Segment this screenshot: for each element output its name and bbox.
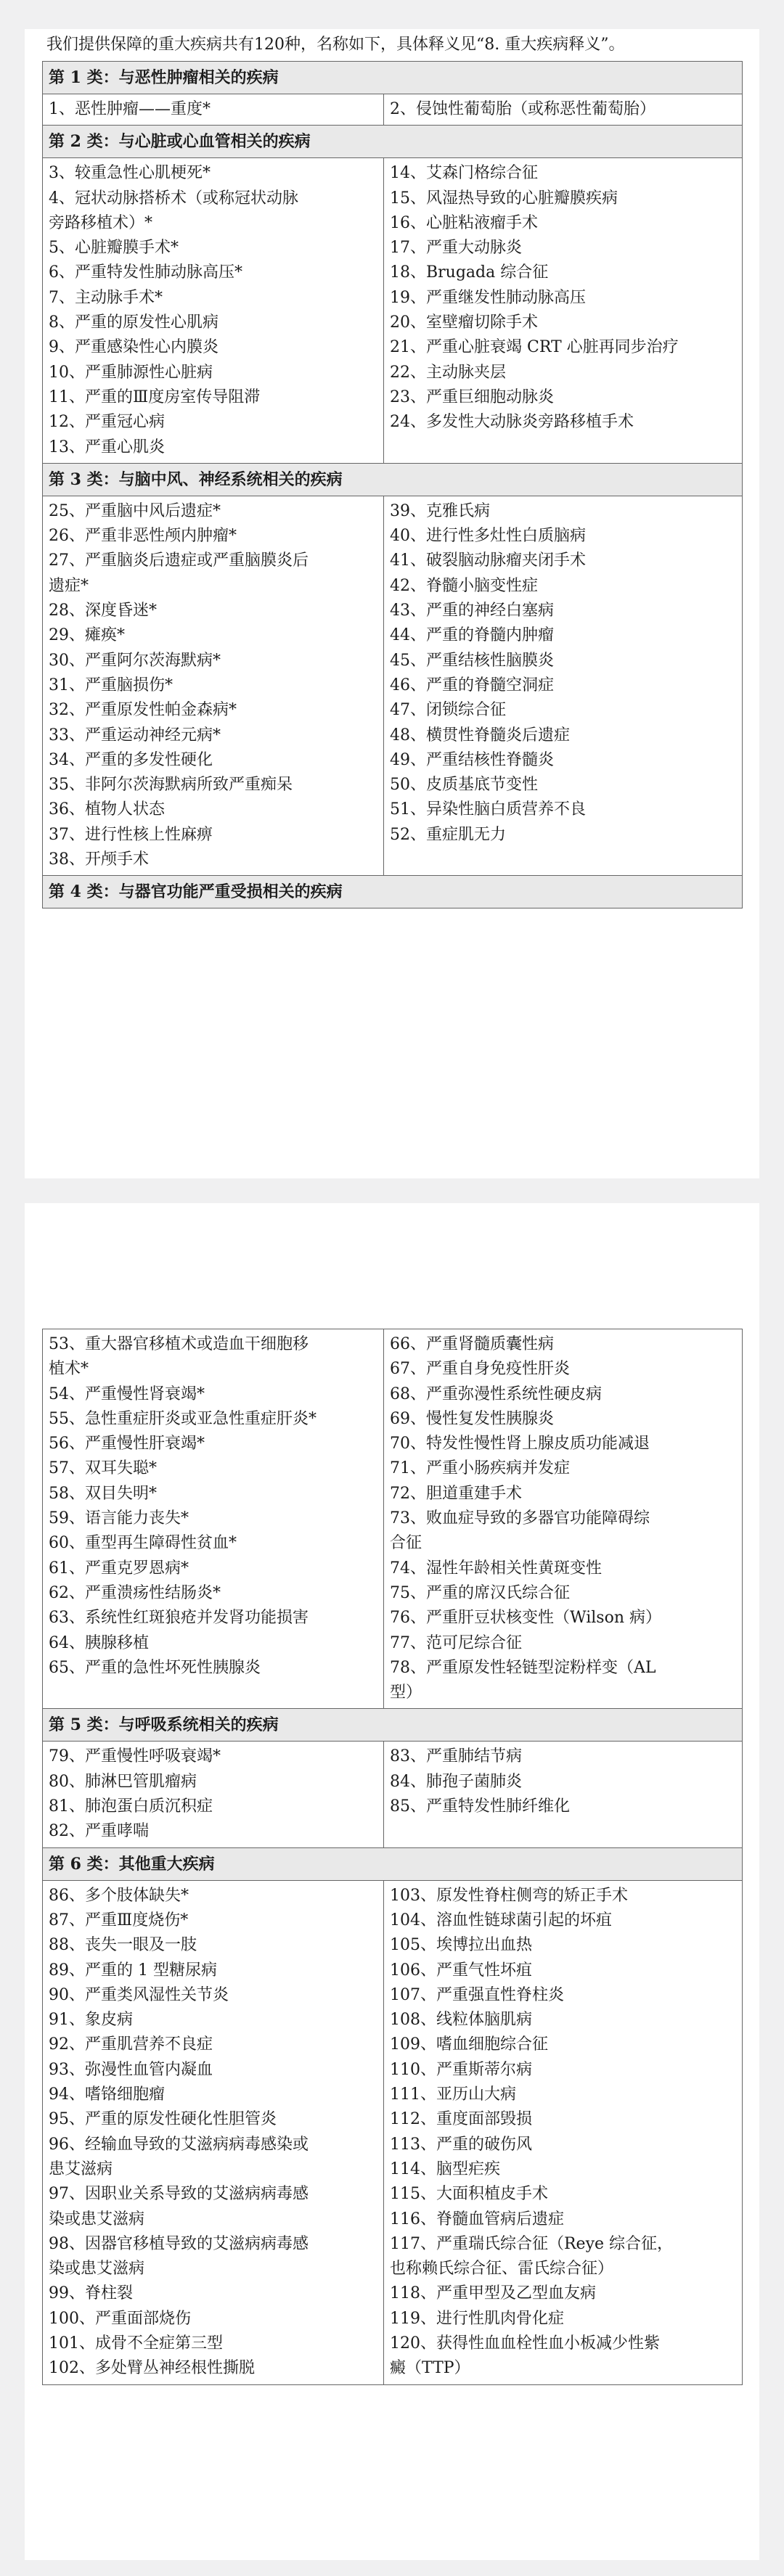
disease-item: 90、严重类风湿性关节炎 (49, 1985, 229, 2004)
disease-item: 15、风湿热导致的心脏瓣膜疾病 (390, 189, 618, 208)
disease-list-row (43, 158, 743, 464)
disease-item: 旁路移植术）* (49, 213, 153, 232)
disease-item: 43、严重的神经白塞病 (390, 602, 554, 620)
disease-item: 11、严重的Ⅲ度房室传导阻滞 (49, 387, 261, 406)
disease-item: 31、严重脑损伤* (49, 676, 173, 694)
disease-item: 108、线粒体脑肌病 (390, 2011, 532, 2030)
disease-item: 8、严重的原发性心肌病 (49, 313, 219, 332)
disease-item: 81、肺泡蛋白质沉积症 (49, 1797, 213, 1816)
disease-item: 92、严重肌营养不良症 (49, 2035, 213, 2054)
disease-item: 109、嗜血细胞综合征 (390, 2035, 548, 2054)
disease-item: 79、严重慢性呼吸衰竭* (49, 1747, 221, 1766)
disease-item: 28、深度昏迷* (49, 602, 157, 620)
disease-column-left (43, 496, 384, 875)
disease-item: 100、严重面部烧伤 (49, 2309, 191, 2328)
category-title: 第 6 类：其他重大疾病 (43, 1847, 743, 1880)
disease-item: 95、严重的原发性硬化性胆管炎 (49, 2110, 277, 2129)
disease-item: 98、因器官移植导致的艾滋病病毒感 (49, 2234, 309, 2253)
disease-item: 2、侵蚀性葡萄胎（或称恶性葡萄胎） (390, 100, 656, 118)
disease-item: 24、多发性大动脉炎旁路移植手术 (390, 413, 634, 432)
disease-column-right (384, 1742, 743, 1847)
intro-text: 我们提供保障的重大疾病共有120种，名称如下，具体释义见“8. 重大疾病释义”。 (46, 36, 625, 54)
disease-item: 50、皮质基底节变性 (390, 776, 538, 795)
disease-item: 7、主动脉手术* (49, 288, 163, 307)
disease-item: 33、严重运动神经元病* (49, 726, 221, 745)
category-title: 第 4 类：与器官功能严重受损相关的疾病 (43, 876, 743, 908)
disease-item: 19、严重继发性肺动脉高压 (390, 288, 586, 307)
disease-item: 102、多处臂丛神经根性撕脱 (49, 2359, 255, 2378)
disease-item: 26、严重非恶性颅内肿瘤* (49, 527, 237, 546)
disease-item: 22、主动脉夹层 (390, 363, 506, 382)
disease-item: 58、双目失明* (49, 1484, 157, 1503)
document-page-2 (25, 1203, 759, 2560)
disease-item: 87、严重Ⅲ度烧伤* (49, 1911, 189, 1929)
disease-item: 16、心脏粘液瘤手术 (390, 213, 538, 232)
disease-item: 61、严重克罗恩病* (49, 1559, 189, 1578)
disease-item: 85、严重特发性肺纤维化 (390, 1797, 570, 1816)
disease-item: 9、严重感染性心内膜炎 (49, 338, 219, 357)
disease-item: 54、严重慢性肾衰竭* (49, 1385, 205, 1403)
disease-item: 6、严重特发性肺动脉高压* (49, 263, 242, 282)
disease-list-row (43, 1742, 743, 1847)
disease-item: 66、严重肾髓质囊性病 (390, 1335, 554, 1353)
disease-item: 104、溶血性链球菌引起的坏疽 (390, 1911, 612, 1929)
disease-item: 癜（TTP） (390, 2359, 470, 2378)
disease-item: 46、严重的脊髓空洞症 (390, 676, 554, 694)
disease-column-right (384, 94, 743, 126)
disease-list-row (43, 496, 743, 875)
disease-list-row (43, 94, 743, 126)
category-title: 第 3 类：与脑中风、神经系统相关的疾病 (43, 463, 743, 496)
disease-item: 患艾滋病 (49, 2159, 113, 2178)
disease-item: 47、闭锁综合征 (390, 701, 506, 720)
disease-item: 119、进行性肌肉骨化症 (390, 2309, 564, 2328)
disease-item: 72、胆道重建手术 (390, 1484, 522, 1503)
disease-item: 17、严重大动脉炎 (390, 239, 522, 258)
disease-item: 88、丧失一眼及一肢 (49, 1936, 197, 1955)
disease-item: 110、严重斯蒂尔病 (390, 2060, 532, 2079)
disease-item: 93、弥漫性血管内凝血 (49, 2060, 213, 2079)
disease-item: 107、严重强直性脊柱炎 (390, 1985, 564, 2004)
disease-item: 36、植物人状态 (49, 800, 165, 819)
category-row (43, 1847, 743, 1880)
disease-item: 84、肺孢子菌肺炎 (390, 1772, 522, 1791)
category-row (43, 126, 743, 158)
disease-item: 97、因职业关系导致的艾滋病病毒感 (49, 2185, 309, 2204)
disease-item: 55、急性重症肝炎或亚急性重症肝炎* (49, 1409, 317, 1428)
disease-item: 45、严重结核性脑膜炎 (390, 651, 554, 670)
disease-item: 14、艾森门格综合征 (390, 164, 538, 183)
disease-item: 86、多个肢体缺失* (49, 1886, 189, 1905)
disease-item: 48、横贯性脊髓炎后遗症 (390, 726, 570, 745)
disease-item: 21、严重心脏衰竭 CRT 心脏再同步治疗 (390, 338, 679, 357)
category-title: 第 2 类：与心脏或心血管相关的疾病 (43, 126, 743, 158)
disease-item: 91、象皮病 (49, 2011, 133, 2030)
disease-item: 35、非阿尔茨海默病所致严重痴呆 (49, 776, 293, 795)
disease-item: 67、严重自身免疫性肝炎 (390, 1360, 570, 1379)
disease-column-left (43, 94, 384, 126)
disease-item: 3、较重急性心肌梗死* (49, 164, 211, 183)
disease-item: 44、严重的脊髓内肿瘤 (390, 626, 554, 645)
disease-item: 75、严重的席汉氏综合征 (390, 1583, 570, 1602)
disease-item: 37、进行性核上性麻痹 (49, 825, 213, 844)
disease-item: 38、开颅手术 (49, 850, 149, 869)
disease-item: 117、严重瑞氏综合征（Reye 综合征， (390, 2234, 674, 2253)
disease-item: 96、经输血导致的艾滋病病毒感染或 (49, 2135, 309, 2154)
disease-item: 64、胰腺移植 (49, 1633, 149, 1652)
disease-item: 52、重症肌无力 (390, 825, 506, 844)
disease-item: 型） (390, 1683, 422, 1702)
disease-list-row (43, 1329, 743, 1709)
disease-item: 染或患艾滋病 (49, 2260, 145, 2278)
disease-column-right (384, 1329, 743, 1709)
disease-item: 51、异染性脑白质营养不良 (390, 800, 586, 819)
disease-item: 111、亚历山大病 (390, 2085, 516, 2104)
disease-item: 68、严重弥漫性系统性硬皮病 (390, 1385, 602, 1403)
disease-item: 56、严重慢性肝衰竭* (49, 1435, 205, 1453)
disease-item: 71、严重小肠疾病并发症 (390, 1459, 570, 1478)
disease-item: 89、严重的 1 型糖尿病 (49, 1961, 217, 1980)
disease-item: 78、严重原发性轻链型淀粉样变（AL (390, 1658, 656, 1677)
disease-table-1 (42, 61, 743, 908)
disease-item: 1、恶性肿瘤——重度* (49, 100, 211, 118)
category-row (43, 62, 743, 94)
disease-item: 13、严重心肌炎 (49, 438, 165, 456)
disease-item: 63、系统性红斑狼疮并发肾功能损害 (49, 1609, 309, 1628)
disease-list-row (43, 1880, 743, 2384)
disease-item: 10、严重肺源性心脏病 (49, 363, 213, 382)
disease-item: 114、脑型疟疾 (390, 2159, 500, 2178)
disease-column-left (43, 1880, 384, 2384)
disease-item: 染或患艾滋病 (49, 2210, 145, 2228)
disease-item: 80、肺淋巴管肌瘤病 (49, 1772, 197, 1791)
disease-item: 遗症* (49, 576, 89, 595)
disease-item: 30、严重阿尔茨海默病* (49, 651, 221, 670)
disease-column-left (43, 158, 384, 464)
disease-item: 34、严重的多发性硬化 (49, 750, 213, 769)
disease-item: 83、严重肺结节病 (390, 1747, 522, 1766)
disease-item: 115、大面积植皮手术 (390, 2185, 548, 2204)
disease-item: 60、重型再生障碍性贫血* (49, 1534, 237, 1553)
disease-item: 62、严重溃疡性结肠炎* (49, 1583, 221, 1602)
disease-item: 94、嗜铬细胞瘤 (49, 2085, 165, 2104)
disease-item: 41、破裂脑动脉瘤夹闭手术 (390, 551, 586, 570)
disease-item: 76、严重肝豆状核变性（Wilson 病） (390, 1609, 661, 1628)
disease-item: 12、严重冠心病 (49, 413, 165, 432)
disease-item: 18、Brugada 综合征 (390, 263, 549, 282)
disease-item: 112、重度面部毁损 (390, 2110, 532, 2129)
category-row (43, 463, 743, 496)
disease-table-2 (42, 1329, 743, 2385)
disease-item: 42、脊髓小脑变性症 (390, 576, 538, 595)
disease-item: 4、冠状动脉搭桥术（或称冠状动脉 (49, 189, 298, 208)
disease-item: 118、严重甲型及乙型血友病 (390, 2284, 596, 2303)
disease-item: 20、室壁瘤切除手术 (390, 313, 538, 332)
disease-item: 5、心脏瓣膜手术* (49, 239, 179, 258)
disease-item: 65、严重的急性坏死性胰腺炎 (49, 1658, 261, 1677)
disease-item: 103、原发性脊柱侧弯的矫正手术 (390, 1886, 628, 1905)
disease-column-right (384, 496, 743, 875)
disease-item: 53、重大器官移植术或造血干细胞移 (49, 1335, 309, 1353)
disease-column-right (384, 1880, 743, 2384)
disease-item: 25、严重脑中风后遗症* (49, 501, 221, 520)
disease-column-left (43, 1329, 384, 1709)
disease-item: 39、克雅氏病 (390, 501, 490, 520)
category-title: 第 1 类：与恶性肿瘤相关的疾病 (43, 62, 743, 94)
document-page-1 (25, 29, 759, 1178)
disease-item: 70、特发性慢性肾上腺皮质功能减退 (390, 1435, 650, 1453)
disease-item: 99、脊柱裂 (49, 2284, 133, 2303)
disease-item: 40、进行性多灶性白质脑病 (390, 527, 586, 546)
category-row (43, 876, 743, 908)
category-title: 第 5 类：与呼吸系统相关的疾病 (43, 1709, 743, 1742)
disease-item: 116、脊髓血管病后遗症 (390, 2210, 564, 2228)
disease-item: 29、瘫痪* (49, 626, 125, 645)
disease-item: 合征 (390, 1534, 422, 1553)
disease-item: 69、慢性复发性胰腺炎 (390, 1409, 554, 1428)
disease-item: 27、严重脑炎后遗症或严重脑膜炎后 (49, 551, 309, 570)
disease-item: 105、埃博拉出血热 (390, 1936, 532, 1955)
disease-item: 49、严重结核性脊髓炎 (390, 750, 554, 769)
disease-item: 113、严重的破伤风 (390, 2135, 532, 2154)
disease-item: 也称赖氏综合征、雷氏综合征） (390, 2260, 614, 2278)
disease-item: 74、湿性年龄相关性黄斑变性 (390, 1559, 602, 1578)
disease-item: 101、成骨不全症第三型 (49, 2334, 223, 2353)
disease-column-left (43, 1742, 384, 1847)
disease-item: 59、语言能力丧失* (49, 1509, 189, 1528)
disease-column-right (384, 158, 743, 464)
disease-item: 77、范可尼综合征 (390, 1633, 522, 1652)
disease-item: 73、败血症导致的多器官功能障碍综 (390, 1509, 650, 1528)
disease-item: 植术* (49, 1360, 89, 1379)
disease-item: 57、双耳失聪* (49, 1459, 157, 1478)
disease-item: 106、严重气性坏疽 (390, 1961, 532, 1980)
category-row (43, 1709, 743, 1742)
disease-item: 82、严重哮喘 (49, 1822, 149, 1841)
disease-item: 23、严重巨细胞动脉炎 (390, 387, 554, 406)
disease-item: 32、严重原发性帕金森病* (49, 701, 237, 720)
disease-item: 120、获得性血血栓性血小板减少性紫 (390, 2334, 660, 2353)
